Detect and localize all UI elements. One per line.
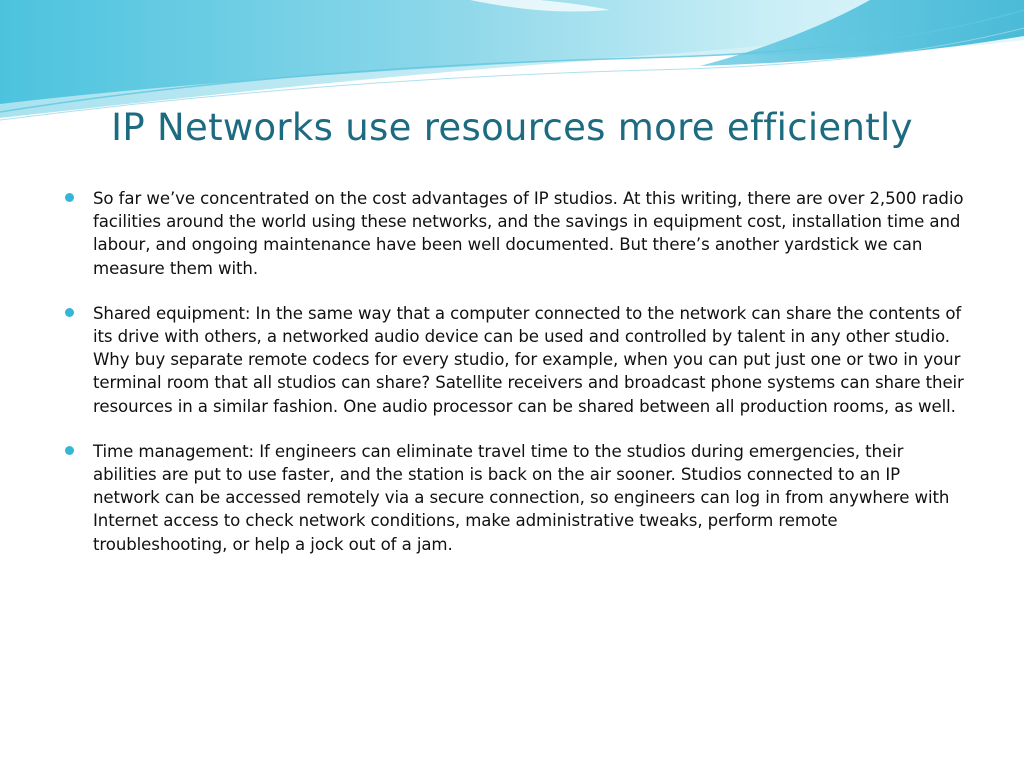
bullet-item (64, 187, 964, 280)
bullet-text: So far we’ve concentrated on the cost advantages of IP studios. At this writing, there are over 2,500 radio facilities around the world using these networks, and the savings in equipment cost, installation time and labour, and ongoing maintenance have been well documented. But there’s another yardstick we can measure them with. (93, 189, 964, 278)
bullet-item (64, 302, 964, 418)
bullet-dot-icon (65, 308, 74, 317)
bullet-item (64, 440, 964, 556)
slide-title: IP Networks use resources more efficiently (111, 106, 913, 149)
bullet-text: Shared equipment: In the same way that a computer connected to the network can share the contents of its drive with others, a networked audio device can be used and controlled by talent in any other studio. Why buy separate remote codecs for every studio, for example, when you can put just one or two in your terminal room that all studios can share? Satellite receivers and broadcast phone systems can share their resources in a similar fashion. One audio processor can be shared between all production rooms, as well. (93, 303, 964, 416)
bullet-list (64, 187, 964, 556)
bullet-dot-icon (65, 446, 74, 455)
bullet-text: Time management: If engineers can eliminate travel time to the studios during emergencies, their abilities are put to use faster, and the station is back on the air sooner. Studios connected to an IP network can be accessed remotely via a secure connection, so engineers can log in from anywhere with Internet access to check network conditions, make administrative tweaks, perform remote troubleshooting, or help a jock out of a jam. (93, 441, 950, 554)
bullet-dot-icon (65, 193, 74, 202)
